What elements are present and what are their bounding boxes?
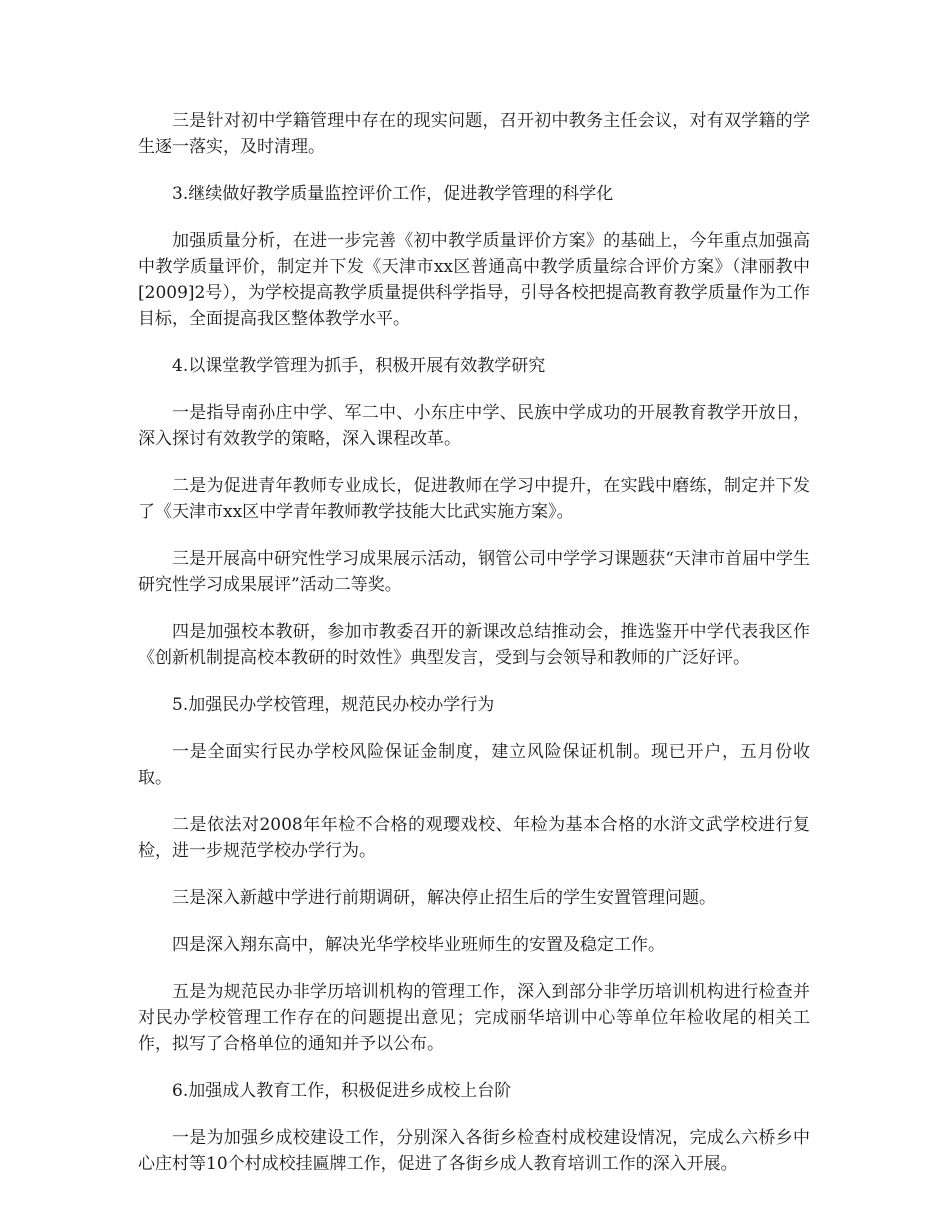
paragraph-school-research: 四是加强校本教研，参加市教委召开的新课改总结推动会，推选鉴开中学代表我区作《创新机制提高校本教研的时效性》典型发言，受到与会领导和教师的广泛好评。 [138,622,810,668]
paragraph-reinspection: 二是依法对2008年年检不合格的观璎戏校、年检为基本合格的水浒文武学校进行复检，进一步规范学校办学行为。 [138,815,810,861]
paragraph-young-teachers: 二是为促进青年教师专业成长，促进教师在学习中提升，在实践中磨练，制定并下发了《天津市xx区中学青年教师教学技能大比武实施方案》。 [138,476,810,522]
paragraph-xinyue-school: 三是深入新越中学进行前期调研，解决停止招生后的学生安置管理问题。 [172,888,716,908]
paragraph-student-registry: 三是针对初中学籍管理中存在的现实问题，召开初中教务主任会议，对有双学籍的学生逐一落实，及时清理。 [138,111,810,157]
paragraph-training-institutions: 五是为规范民办非学历培训机构的管理工作，深入到部分非学历培训机构进行检查并对民办学校管理工作存在的问题提出意见；完成丽华培训中心等单位年检收尾的相关工作，拟写了合格单位的通知并予以公布。 [138,982,810,1054]
paragraph-quality-analysis: 加强质量分析，在进一步完善《初中教学质量评价方案》的基础上，今年重点加强高中教学质量评价，制定并下发《天津市xx区普通高中教学质量综合评价方案》（津丽教中[2009]2号），为学校提高教学质量提供科学指导，引导各校把提高教育教学质量作为工作目标，全面提高我区整体教学水平。 [138,231,810,329]
paragraph-research-learning: 三是开展高中研究性学习成果展示活动，钢管公司中学学习课题获“天津市首届中学生研究性学习成果展评”活动二等奖。 [138,549,810,595]
paragraph-open-day: 一是指导南孙庄中学、军二中、小东庄中学、民族中学成功的开展教育教学开放日，深入探讨有效教学的策略，深入课程改革。 [138,403,810,449]
paragraph-xiangdong-school: 四是深入翔东高中，解决光华学校毕业班师生的安置及稳定工作。 [172,935,665,955]
section-heading-6: 6.加强成人教育工作，积极促进乡成校上台阶 [172,1081,512,1101]
section-heading-4: 4.以课堂教学管理为抓手，积极开展有效教学研究 [172,356,546,376]
paragraph-adult-education: 一是为加强乡成校建设工作，分别深入各街乡检查村成校建设情况，完成么六桥乡中心庄村等10个村成校挂匾牌工作，促进了各街乡成人教育培训工作的深入开展。 [138,1128,810,1174]
document-body [138,108,810,1198]
section-heading-5: 5.加强民办学校管理，规范民办校办学行为 [172,695,495,715]
paragraph-risk-deposit: 一是全面实行民办学校风险保证金制度，建立风险保证机制。现已开户，五月份收取。 [138,742,810,788]
section-heading-3: 3.继续做好教学质量监控评价工作，促进教学管理的科学化 [172,184,614,204]
